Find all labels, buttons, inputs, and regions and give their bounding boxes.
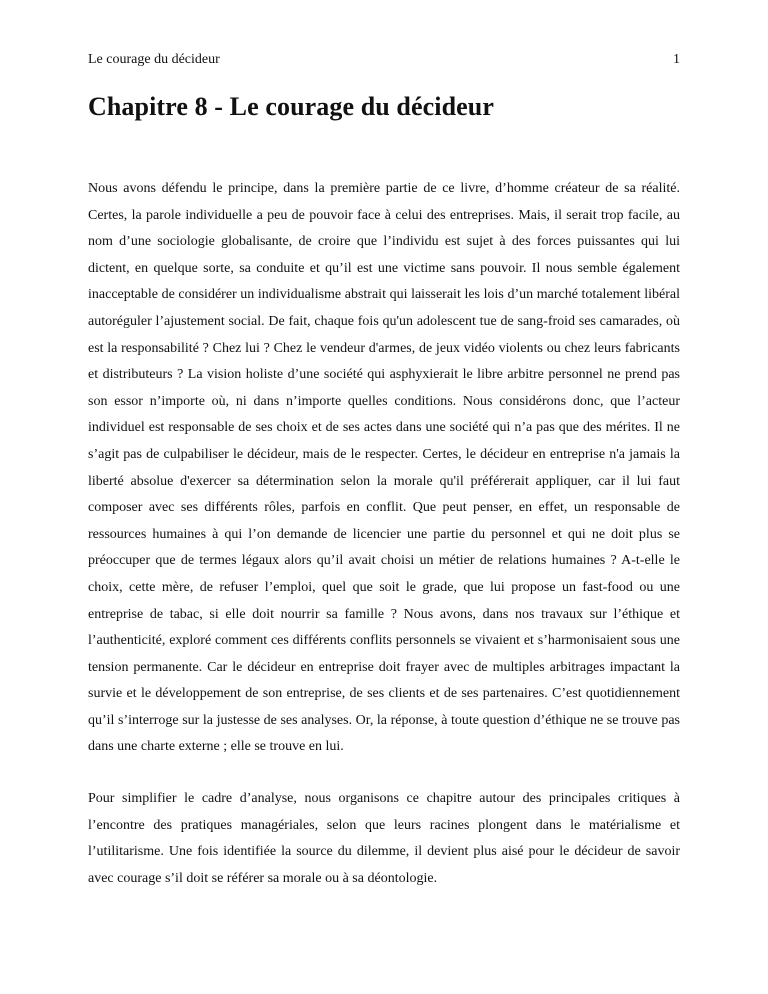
- page-number: 1: [673, 52, 680, 67]
- body-paragraph: Nous avons défendu le principe, dans la première partie de ce livre, d’homme créateur de sa réalité. Certes, la parole individuelle a peu de pouvoir face à celui des entreprises. Mais, il serait trop facile, au nom d’une sociologie globalisante, de croire que l’individu est sujet à des forces puissantes qui lui dictent, en quelque sorte, sa conduite et qu’il est une victime sans pouvoir. Il nous semble également inacceptable de considérer un individualisme abstrait qui laisserait les lois d’un marché totalement libéral autoréguler l’ajustement social. De fait, chaque fois qu'un adolescent tue de sang-froid ses camarades, où est la responsabilité ? Chez lui ? Chez le vendeur d'armes, de jeux vidéo violents ou chez leurs fabricants et distributeurs ? La vision holiste d’une société qui asphyxierait le libre arbitre personnel ne prend pas son essor n’importe où, ni dans n’importe quelles conditions. Nous considérons donc, que l’acteur individuel est responsable de ses choix et de ses actes dans une société qui n’a pas que des mérites. Il ne s’agit pas de culpabiliser le décideur, mais de le respecter. Certes, le décideur en entreprise n'a jamais la liberté absolue d'exercer sa détermination selon la morale qu'il préférerait appliquer, car il lui faut composer avec ses différents rôles, parfois en conflit. Que peut penser, en effet, un responsable de ressources humaines à qui l’on demande de licencier une partie du personnel et qui ne doit plus se préoccuper que de termes légaux alors qu’il avait choisi un métier de relations humaines ? A-t-elle le choix, cette mère, de refuser l’emploi, quel que soit le grade, que lui propose un fast-food ou une entreprise de tabac, si elle doit nourrir sa famille ? Nous avons, dans nos travaux sur l’éthique et l’authenticité, exploré comment ces différents conflits personnels se vivaient et s’harmonisaient sous une tension permanente. Car le décideur en entreprise doit frayer avec de multiples arbitrages impactant la survie et le développement de son entreprise, de ses clients et de ses partenaires. C’est quotidiennement qu’il s’interroge sur la justesse de ses analyses. Or, la réponse, à toute question d’éthique ne se trouve pas dans une charte externe ; elle se trouve en lui.: [88, 181, 680, 755]
- running-header: [88, 52, 680, 70]
- chapter-title: Chapitre 8 - Le courage du décideur: [88, 92, 494, 121]
- body-paragraph: Pour simplifier le cadre d’analyse, nous organisons ce chapitre autour des principales critiques à l’encontre des pratiques managériales, selon que leurs racines plongent dans le matérialisme et l’utilitarisme. Une fois identifiée la source du dilemme, il devient plus aisé pour le décideur de savoir avec courage s’il doit se référer sa morale ou à sa déontologie.: [88, 791, 680, 886]
- running-title: Le courage du décideur: [88, 52, 220, 67]
